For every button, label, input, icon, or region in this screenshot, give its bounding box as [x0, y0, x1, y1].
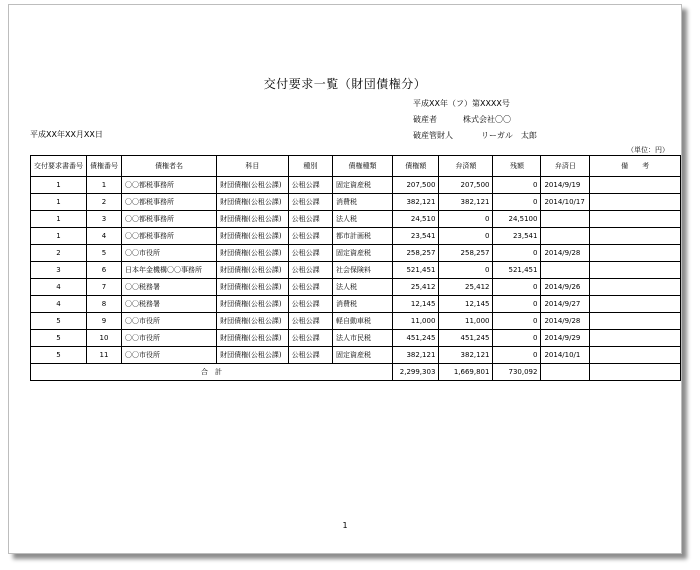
- cell-remarks: [590, 279, 681, 296]
- cell-kind: 公租公課: [288, 194, 332, 211]
- cell-amount: 382,121: [393, 194, 439, 211]
- cell-paid: 0: [439, 228, 493, 245]
- cell-amount: 23,541: [393, 228, 439, 245]
- cell-remarks: [590, 330, 681, 347]
- cell-subject: 財団債権(公租公課): [217, 245, 288, 262]
- header-claim-no: 債権番号: [87, 156, 122, 177]
- cell-request-no: 1: [31, 228, 87, 245]
- cell-balance: 0: [493, 245, 541, 262]
- cell-kind: 公租公課: [288, 211, 332, 228]
- cell-remarks: [590, 313, 681, 330]
- cell-subject: 財団債権(公租公課): [217, 347, 288, 364]
- cell-amount: 451,245: [393, 330, 439, 347]
- table-row: [31, 262, 681, 279]
- cell-remarks: [590, 296, 681, 313]
- header-balance: 残額: [493, 156, 541, 177]
- cell-claim-no: 4: [87, 228, 122, 245]
- table-row: [31, 313, 681, 330]
- table-header-row: [31, 156, 681, 177]
- cell-creditor: 〇〇都税事務所: [122, 177, 217, 194]
- cell-paid: 382,121: [439, 347, 493, 364]
- cell-amount: 25,412: [393, 279, 439, 296]
- cell-amount: 521,451: [393, 262, 439, 279]
- cell-request-no: 1: [31, 177, 87, 194]
- cell-amount: 11,000: [393, 313, 439, 330]
- total-row: [31, 364, 681, 381]
- table-row: [31, 177, 681, 194]
- claims-table: [30, 155, 681, 381]
- table-row: [31, 330, 681, 347]
- cell-subject: 財団債権(公租公課): [217, 313, 288, 330]
- cell-claim-type: 固定資産税: [333, 347, 393, 364]
- cell-request-no: 1: [31, 211, 87, 228]
- cell-paid-date: 2014/10/17: [541, 194, 590, 211]
- cell-paid: 382,121: [439, 194, 493, 211]
- cell-claim-no: 8: [87, 296, 122, 313]
- cell-subject: 財団債権(公租公課): [217, 194, 288, 211]
- cell-subject: 財団債権(公租公課): [217, 228, 288, 245]
- cell-subject: 財団債権(公租公課): [217, 211, 288, 228]
- cell-creditor: 〇〇税務署: [122, 279, 217, 296]
- trustee-label: 破産管財人: [413, 131, 453, 140]
- page-number: 1: [342, 521, 348, 530]
- cell-paid: 0: [439, 262, 493, 279]
- cell-paid: 0: [439, 211, 493, 228]
- total-date-empty: [541, 364, 590, 381]
- cell-claim-type: 軽自動車税: [333, 313, 393, 330]
- cell-subject: 財団債権(公租公課): [217, 330, 288, 347]
- cell-subject: 財団債権(公租公課): [217, 279, 288, 296]
- cell-balance: 0: [493, 330, 541, 347]
- cell-balance: 0: [493, 279, 541, 296]
- cell-remarks: [590, 262, 681, 279]
- cell-subject: 財団債権(公租公課): [217, 262, 288, 279]
- document-title: 交付要求一覧（財団債権分）: [263, 77, 427, 91]
- cell-paid-date: 2014/9/19: [541, 177, 590, 194]
- total-paid: 1,669,801: [439, 364, 493, 381]
- total-label: 合 計: [31, 364, 393, 381]
- total-amount: 2,299,303: [393, 364, 439, 381]
- cell-request-no: 2: [31, 245, 87, 262]
- table-row: [31, 245, 681, 262]
- bankrupt-name: 株式会社〇〇: [463, 115, 511, 124]
- cell-claim-type: 固定資産税: [333, 177, 393, 194]
- cell-paid: 12,145: [439, 296, 493, 313]
- cell-paid: 258,257: [439, 245, 493, 262]
- cell-paid-date: 2014/9/29: [541, 330, 590, 347]
- cell-amount: 207,500: [393, 177, 439, 194]
- cell-claim-type: 都市計画税: [333, 228, 393, 245]
- header-remarks: 備 考: [590, 156, 681, 177]
- cell-paid-date: [541, 262, 590, 279]
- trustee-name: リーガル 太郎: [481, 131, 537, 140]
- cell-balance: 0: [493, 177, 541, 194]
- cell-claim-no: 1: [87, 177, 122, 194]
- claims-body: [31, 177, 681, 364]
- total-balance: 730,092: [493, 364, 541, 381]
- cell-kind: 公租公課: [288, 177, 332, 194]
- total-remarks-empty: [590, 364, 681, 381]
- cell-kind: 公租公課: [288, 228, 332, 245]
- cell-remarks: [590, 194, 681, 211]
- cell-request-no: 3: [31, 262, 87, 279]
- header-amount: 債権額: [393, 156, 439, 177]
- cell-balance: 24,5100: [493, 211, 541, 228]
- cell-request-no: 5: [31, 330, 87, 347]
- cell-remarks: [590, 347, 681, 364]
- cell-paid-date: [541, 211, 590, 228]
- cell-kind: 公租公課: [288, 313, 332, 330]
- unit-label: （単位：円）: [627, 146, 669, 154]
- header-request-no: 交付要求書番号: [31, 156, 87, 177]
- cell-request-no: 1: [31, 194, 87, 211]
- bankrupt-line: [413, 114, 511, 125]
- cell-claim-no: 11: [87, 347, 122, 364]
- cell-claim-type: 法人税: [333, 211, 393, 228]
- cell-remarks: [590, 177, 681, 194]
- table-row: [31, 194, 681, 211]
- cell-request-no: 4: [31, 279, 87, 296]
- table-row: [31, 279, 681, 296]
- cell-subject: 財団債権(公租公課): [217, 177, 288, 194]
- cell-creditor: 〇〇都税事務所: [122, 211, 217, 228]
- cell-balance: 0: [493, 194, 541, 211]
- cell-balance: 521,451: [493, 262, 541, 279]
- cell-paid-date: 2014/10/1: [541, 347, 590, 364]
- cell-creditor: 〇〇市役所: [122, 330, 217, 347]
- document-date: 平成XX年XX月XX日: [30, 130, 103, 139]
- cell-creditor: 〇〇市役所: [122, 245, 217, 262]
- cell-claim-no: 9: [87, 313, 122, 330]
- trustee-line: [413, 130, 537, 141]
- cell-creditor: 〇〇市役所: [122, 347, 217, 364]
- header-paid: 弁済額: [439, 156, 493, 177]
- cell-kind: 公租公課: [288, 296, 332, 313]
- header-creditor: 債権者名: [122, 156, 217, 177]
- cell-paid: 207,500: [439, 177, 493, 194]
- document-page: [8, 4, 682, 554]
- cell-claim-type: 法人税: [333, 279, 393, 296]
- table-row: [31, 347, 681, 364]
- cell-paid-date: 2014/9/27: [541, 296, 590, 313]
- cell-amount: 24,510: [393, 211, 439, 228]
- cell-paid-date: 2014/9/28: [541, 313, 590, 330]
- cell-claim-no: 5: [87, 245, 122, 262]
- header-kind: 種別: [288, 156, 332, 177]
- cell-amount: 382,121: [393, 347, 439, 364]
- cell-kind: 公租公課: [288, 245, 332, 262]
- cell-paid: 451,245: [439, 330, 493, 347]
- cell-subject: 財団債権(公租公課): [217, 296, 288, 313]
- cell-paid: 25,412: [439, 279, 493, 296]
- cell-request-no: 4: [31, 296, 87, 313]
- cell-creditor: 〇〇市役所: [122, 313, 217, 330]
- cell-creditor: 〇〇税務署: [122, 296, 217, 313]
- cell-claim-type: 消費税: [333, 296, 393, 313]
- cell-claim-no: 6: [87, 262, 122, 279]
- cell-claim-no: 7: [87, 279, 122, 296]
- table-row: [31, 211, 681, 228]
- header-claim-type: 債権種類: [333, 156, 393, 177]
- cell-balance: 0: [493, 313, 541, 330]
- cell-request-no: 5: [31, 313, 87, 330]
- cell-kind: 公租公課: [288, 330, 332, 347]
- cell-balance: 0: [493, 347, 541, 364]
- cell-remarks: [590, 211, 681, 228]
- cell-paid-date: 2014/9/28: [541, 245, 590, 262]
- cell-claim-no: 10: [87, 330, 122, 347]
- cell-claim-type: 法人市民税: [333, 330, 393, 347]
- table-row: [31, 228, 681, 245]
- cell-remarks: [590, 245, 681, 262]
- cell-paid: 11,000: [439, 313, 493, 330]
- cell-paid-date: 2014/9/26: [541, 279, 590, 296]
- cell-balance: 23,541: [493, 228, 541, 245]
- cell-request-no: 5: [31, 347, 87, 364]
- cell-kind: 公租公課: [288, 279, 332, 296]
- cell-remarks: [590, 228, 681, 245]
- cell-creditor: 〇〇都税事務所: [122, 194, 217, 211]
- cell-balance: 0: [493, 296, 541, 313]
- cell-claim-type: 固定資産税: [333, 245, 393, 262]
- cell-amount: 258,257: [393, 245, 439, 262]
- cell-claim-type: 消費税: [333, 194, 393, 211]
- cell-claim-type: 社会保険料: [333, 262, 393, 279]
- cell-amount: 12,145: [393, 296, 439, 313]
- cell-paid-date: [541, 228, 590, 245]
- cell-kind: 公租公課: [288, 347, 332, 364]
- table-row: [31, 296, 681, 313]
- header-subject: 科目: [217, 156, 288, 177]
- cell-creditor: 日本年金機構〇〇事務所: [122, 262, 217, 279]
- cell-claim-no: 2: [87, 194, 122, 211]
- bankrupt-label: 破産者: [413, 115, 437, 124]
- cell-kind: 公租公課: [288, 262, 332, 279]
- case-number: 平成XX年（フ）第XXXX号: [413, 99, 510, 108]
- header-paid-date: 弁済日: [541, 156, 590, 177]
- cell-claim-no: 3: [87, 211, 122, 228]
- cell-creditor: 〇〇都税事務所: [122, 228, 217, 245]
